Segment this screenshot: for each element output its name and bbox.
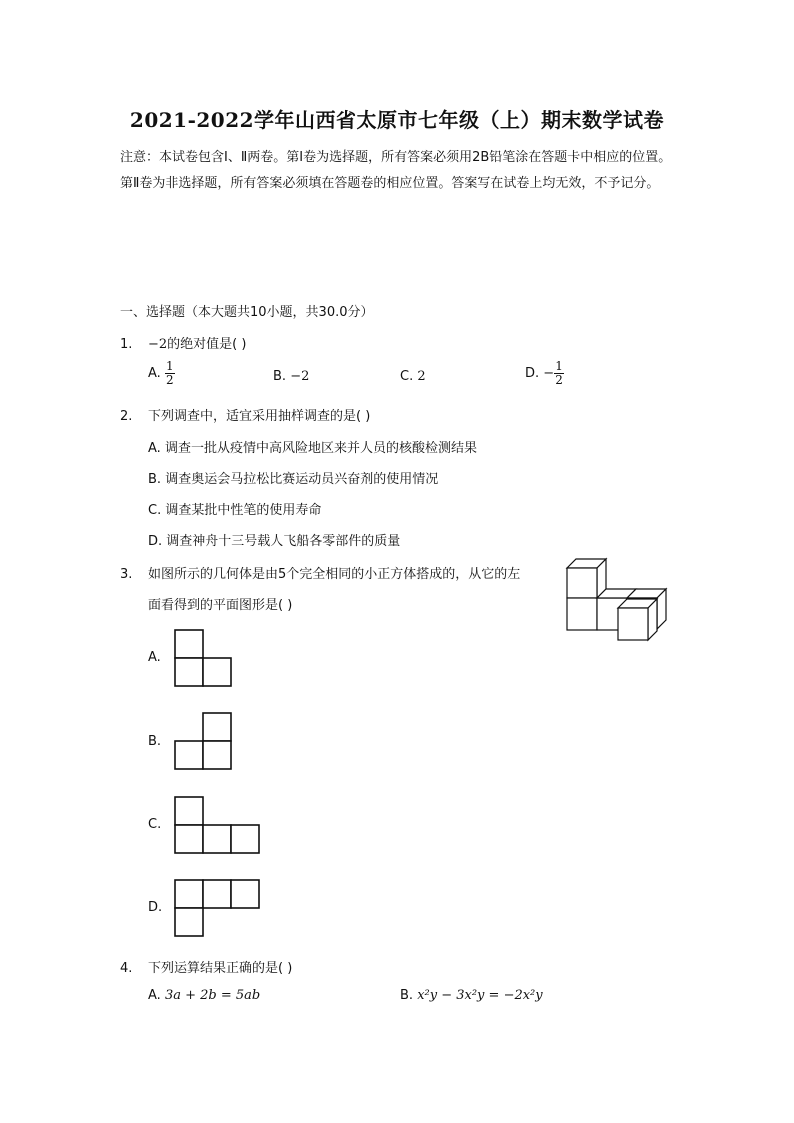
cube-figure <box>560 558 676 646</box>
q3-option-c-figure[interactable] <box>174 796 262 856</box>
exam-note: 注意：本试卷包含Ⅰ、Ⅱ两卷。第Ⅰ卷为选择题，所有答案必须用2B铅笔涂在答题卡中相应的位置。第Ⅱ卷为非选择题，所有答案必须填在答题卷的相应位置。答案写在试卷上均无效，不予记分。 <box>120 150 672 191</box>
page-title: 2021-2022学年山西省太原市七年级（上）期末数学试卷 <box>129 108 665 132</box>
question-3 <box>120 563 520 582</box>
question-stem-continued: 面看得到的平面图形是( ) <box>148 598 293 613</box>
cube-face <box>567 568 597 598</box>
question-stem: 下列调查中，适宜采用抽样调查的是( ) <box>148 409 371 424</box>
q3-option-a-label[interactable]: A. <box>148 650 161 665</box>
question-stem: 的绝对值是( ) <box>167 337 247 352</box>
fraction: $\frac{1}{2}$ <box>165 359 174 387</box>
q4-option-a[interactable]: A. 3a + 2b = 5ab <box>148 988 261 1003</box>
question-2 <box>120 405 370 424</box>
q2-option-c[interactable]: C. 调查某批中性笔的使用寿命 <box>148 503 322 518</box>
q1-option-a[interactable]: A. $\frac{1}{2}$ <box>148 359 174 387</box>
q4-option-b[interactable]: B. x²y − 3x²y = −2x²y <box>400 988 543 1003</box>
question-stem: 如图所示的几何体是由5个完全相同的小正方体搭成的，从它的左 <box>148 567 521 582</box>
q3-option-d-label[interactable]: D. <box>148 900 163 915</box>
q1-option-d[interactable]: D. − $\frac{1}{2}$ <box>525 359 563 387</box>
q2-option-d[interactable]: D. 调查神舟十三号载人飞船各零部件的质量 <box>148 534 401 549</box>
section-title: 一、选择题（本大题共10小题，共30.0分） <box>120 305 374 320</box>
cube-face <box>618 608 648 640</box>
q2-option-b[interactable]: B. 调查奥运会马拉松比赛运动员兴奋剂的使用情况 <box>148 472 439 487</box>
q3-option-c-label[interactable]: C. <box>148 817 162 832</box>
question-stem: 下列运算结果正确的是( ) <box>148 961 293 976</box>
question-number: 2. <box>120 409 133 424</box>
question-1 <box>120 333 246 352</box>
question-number: 1. <box>120 337 133 352</box>
question-number: 3. <box>120 567 133 582</box>
fraction: $\frac{1}{2}$ <box>555 359 563 387</box>
question-number: 4. <box>120 961 133 976</box>
cube-face <box>567 598 597 630</box>
q3-option-d-figure[interactable] <box>174 879 262 939</box>
q3-option-a-figure[interactable] <box>174 629 234 689</box>
q3-option-b-label[interactable]: B. <box>148 734 162 749</box>
q2-option-a[interactable]: A. 调查一批从疫情中高风险地区来并人员的核酸检测结果 <box>148 441 477 456</box>
q1-option-b[interactable]: B. −2 <box>273 369 310 384</box>
q1-option-c[interactable]: C. 2 <box>400 369 426 384</box>
question-4 <box>120 957 292 976</box>
question-math: −2 <box>148 337 168 352</box>
q3-option-b-figure[interactable] <box>174 712 234 772</box>
